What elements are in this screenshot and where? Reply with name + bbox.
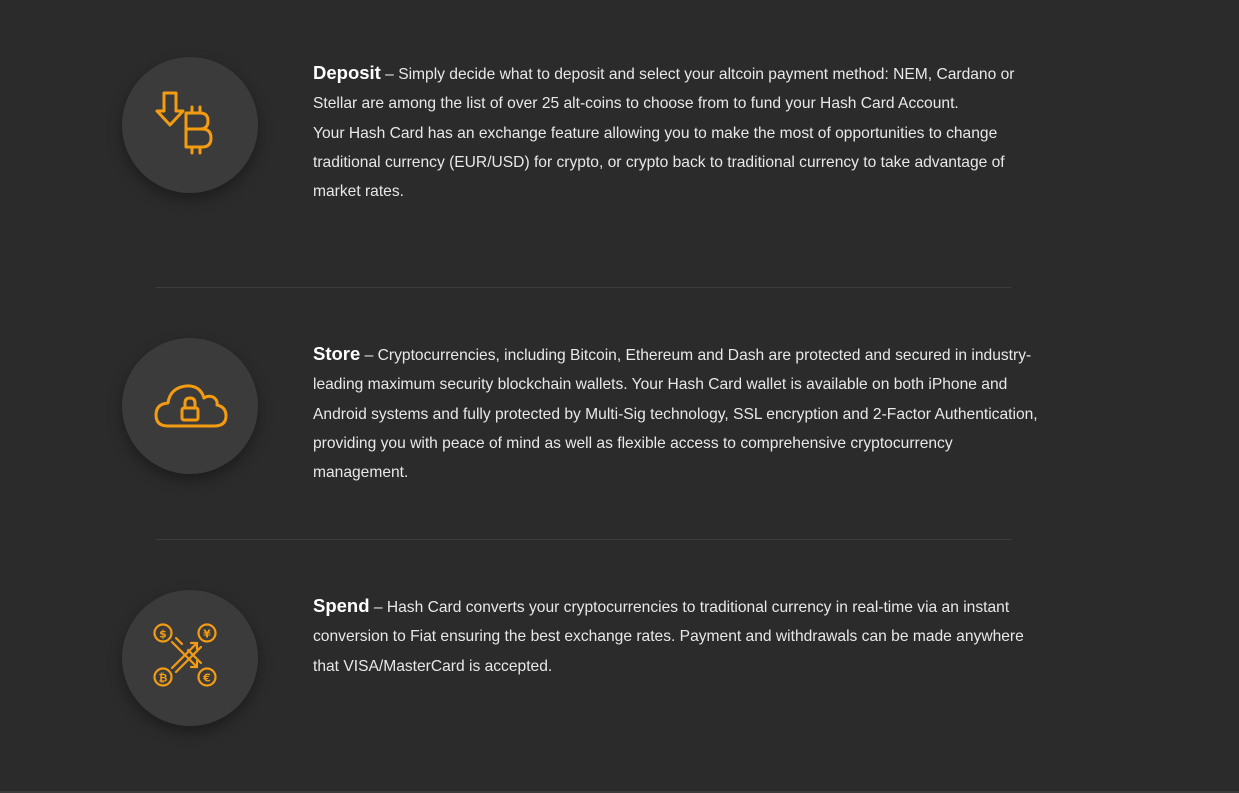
euro-symbol: € bbox=[203, 671, 211, 685]
deposit-separator: – bbox=[380, 66, 399, 83]
deposit-title: Deposit bbox=[313, 62, 381, 83]
deposit-bitcoin-icon bbox=[150, 85, 230, 165]
section-divider bbox=[155, 539, 1011, 540]
deposit-description bbox=[313, 58, 1041, 206]
yen-symbol: ¥ bbox=[203, 627, 211, 641]
spend-text-1: Hash Card converts your cryptocurrencies to traditional currency in real-time via an instant conversion to Fiat ensuring the best exchange rates. Payment and withdrawals can be made anywhere that VISA/MasterCard is accepted. bbox=[313, 599, 1024, 675]
spend-description bbox=[313, 591, 1041, 681]
cloud-lock-icon bbox=[150, 366, 230, 446]
spend-title: Spend bbox=[313, 595, 370, 616]
spend-separator: – bbox=[369, 599, 387, 616]
dollar-symbol: $ bbox=[159, 627, 167, 641]
store-text-1: Cryptocurrencies, including Bitcoin, Ethereum and Dash are protected and secured in industry-leading maximum security blockchain wallets. Your Hash Card wallet is available on both iPhone and Android systems and fully protected by Multi-Sig technology, SSL encryption and 2-Factor Authentication, providing you with peace of mind as well as flexible access to comprehensive cryptocurrency management. bbox=[313, 347, 1038, 482]
store-title: Store bbox=[313, 343, 361, 364]
store-icon-circle bbox=[122, 338, 258, 474]
spend-paragraph-1 bbox=[313, 591, 1041, 681]
deposit-text-1: Simply decide what to deposit and select your altcoin payment method: NEM, Cardano or Stellar are among the list of over 25 alt-coins to choose from to fund your Hash Card Account. bbox=[313, 66, 1015, 113]
store-description bbox=[313, 339, 1041, 487]
bitcoin-symbol: ₿ bbox=[158, 671, 168, 685]
store-paragraph-1 bbox=[313, 339, 1041, 487]
spend-icon-circle bbox=[122, 590, 258, 726]
section-divider bbox=[155, 287, 1011, 288]
deposit-paragraph-2: Your Hash Card has an exchange feature allowing you to make the most of opportunities to change traditional currency (EUR/USD) for crypto, or crypto back to traditional currency to take advantage of market rates. bbox=[313, 124, 1005, 201]
deposit-paragraph-1 bbox=[313, 58, 1041, 119]
currency-exchange-icon bbox=[150, 618, 230, 698]
store-separator: – bbox=[360, 347, 378, 364]
deposit-icon-circle bbox=[122, 57, 258, 193]
